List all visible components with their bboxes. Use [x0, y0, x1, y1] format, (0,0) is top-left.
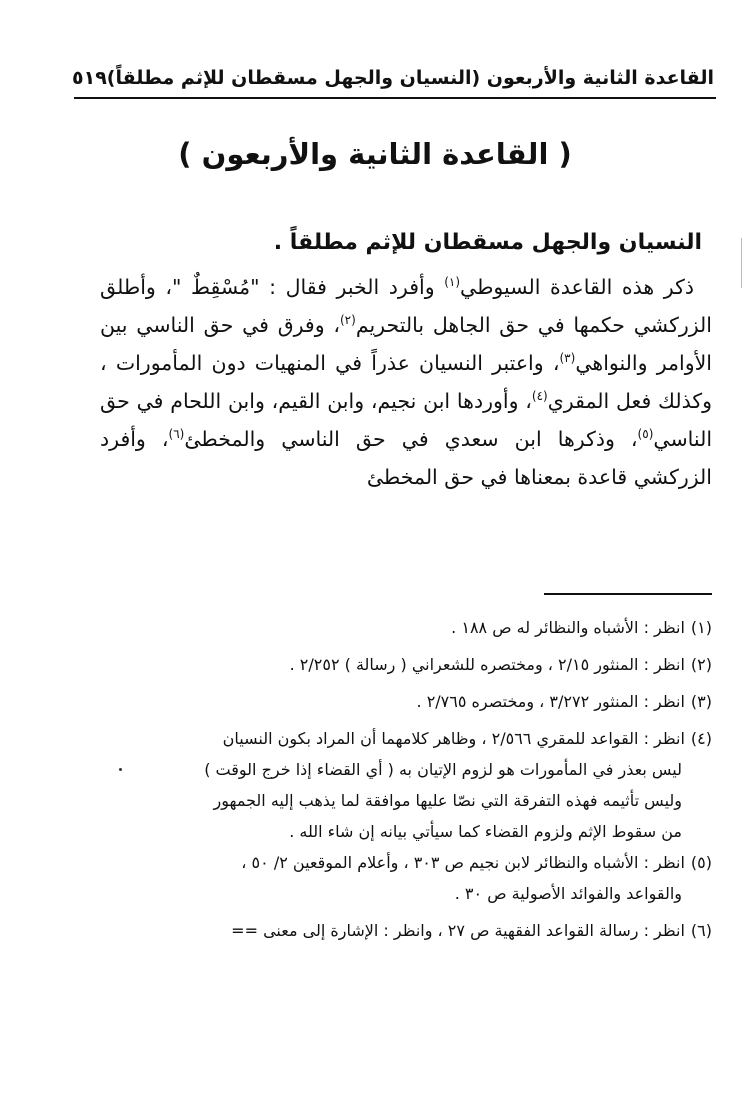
footnote-ref[interactable]: (٦): [168, 427, 185, 442]
footnote-ref[interactable]: (٤): [531, 389, 548, 404]
rule-statement: النسيان والجهل مسقطان للإثم مطلقاً .: [273, 230, 702, 255]
footnote-text: انظر : المنثور ٣/٢٧٢ ، ومختصره ٢/٧٦٥ .: [416, 692, 685, 711]
footnote-text: انظر : رسالة القواعد الفقهية ص ٢٧ ، وانظر : الإشارة إلى معنى ==: [231, 921, 685, 940]
paragraph-segment: ، واعتبر النسيان عذراً في المنهيات دون المأمورات ، وكذلك فعل المقري: [100, 351, 712, 413]
paragraph-segment: ، وذكرها ابن سعدي في حق الناسي والمخطئ: [184, 427, 638, 451]
footnote-6: [100, 915, 712, 946]
paragraph-segment: ذكر هذه القاعدة السيوطي: [460, 275, 694, 299]
main-paragraph: [100, 268, 712, 496]
footnote-5: [100, 847, 712, 909]
footnote-ref[interactable]: (٥): [637, 427, 654, 442]
page-number: ٥١٩: [72, 67, 107, 89]
paragraph-segment: ، وأوردها ابن نجيم، وابن القيم، وابن اللحام في حق الناسي: [100, 389, 713, 451]
footnote-text: انظر : القواعد للمقري ٢/٥٦٦ ، وظاهر كلامهما أن المراد بكون النسيان: [222, 729, 685, 748]
footnote-number: (٢): [690, 655, 712, 674]
paragraph-segment: وأفرد الخبر فقال : "مُسْقِطٌ "، وأطلق الزركشي حكمها في حق الجاهل بالتحريم: [100, 275, 712, 337]
scan-speck: [119, 768, 122, 771]
footnote-number: (٣): [690, 692, 712, 711]
footnote-number: (٥): [690, 853, 712, 872]
running-header-title: القاعدة الثانية والأربعون (النسيان والجهل مسقطان للإثم مطلقاً): [106, 67, 714, 89]
footnote-2: [100, 649, 712, 680]
footnote-text: انظر : المنثور ٢/١٥ ، ومختصره للشعراني ( رسالة ) ٢/٢٥٢ .: [289, 655, 685, 674]
chapter-title: ( القاعدة الثانية والأربعون ): [178, 137, 572, 171]
footnote-text: انظر : الأشباه والنظائر لابن نجيم ص ٣٠٣ ، وأعلام الموقعين ٢/ ٥٠ ،: [241, 853, 685, 872]
page-edge-mark: [741, 238, 742, 288]
footnote-continuation: والقواعد والفوائد الأصولية ص ٣٠ .: [454, 884, 682, 903]
footnote-number: (١): [690, 618, 712, 637]
footnote-continuation: من سقوط الإثم ولزوم القضاء كما سيأتي بيانه إن شاء الله .: [289, 822, 682, 841]
footnote-number: (٦): [690, 921, 712, 940]
header-divider: [74, 97, 716, 99]
main-text: [100, 224, 712, 496]
footnote-divider: [544, 593, 712, 595]
footnote-continuation: وليس تأثيمه فهذه التفرقة التي نصّا عليها موافقة لما يذهب إليه الجمهور: [213, 791, 682, 810]
footnote-ref[interactable]: (٣): [559, 351, 576, 366]
footnote-3: [100, 686, 712, 717]
footnotes: [100, 612, 712, 946]
footnote-number: (٤): [690, 729, 712, 748]
paragraph-segment: ، وأفرد الزركشي قاعدة بمعناها في حق المخطئ: [100, 427, 712, 489]
footnote-4: [100, 723, 712, 847]
footnote-1: [100, 612, 712, 643]
running-header: [74, 62, 714, 94]
paragraph-segment: ، وفرق في حق الناسي بين الأوامر والنواهي: [100, 313, 712, 375]
footnote-ref[interactable]: (١): [444, 275, 461, 290]
footnote-ref[interactable]: (٢): [339, 313, 356, 328]
footnote-text: انظر : الأشباه والنظائر له ص ١٨٨ .: [451, 618, 685, 637]
footnote-continuation: ليس بعذر في المأمورات هو لزوم الإتيان به ( أي القضاء إذا خرج الوقت ): [204, 760, 682, 779]
